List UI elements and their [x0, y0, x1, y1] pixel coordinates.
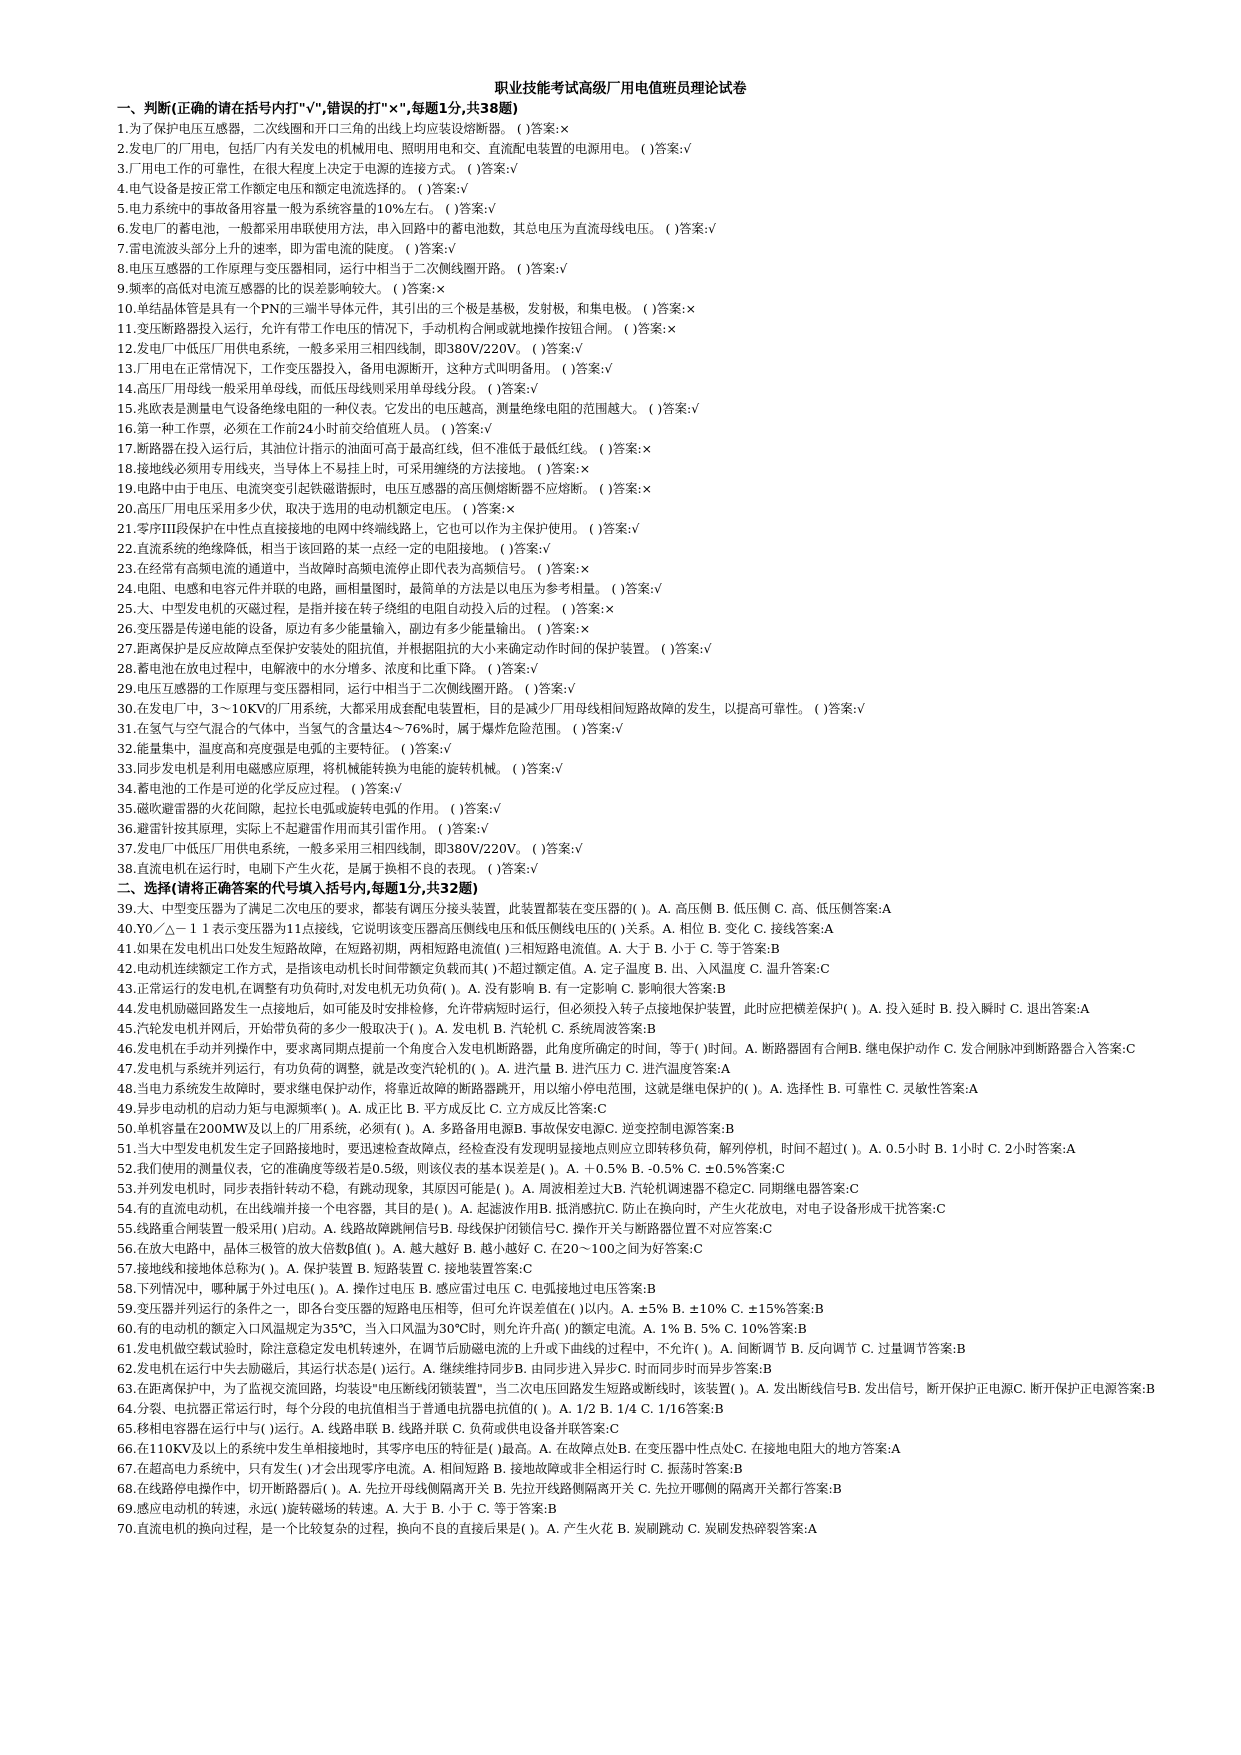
judgment-question: 20.高压厂用电压采用多少伏，取决于选用的电动机额定电压。 ( )答案:× [117, 501, 516, 516]
choice-question: 60.有的电动机的额定入口风温规定为35℃，当入口风温为30℃时，则允许升高( )的额定电流。A. 1% B. 5% C. 10%答案:B [117, 1321, 807, 1336]
choice-question: 42.电动机连续额定工作方式，是指该电动机长时间带额定负载而其( )不超过额定值。A. 定子温度 B. 出、入风温度 C. 温升答案:C [117, 961, 830, 976]
judgment-question: 11.变压断路器投入运行，允许有带工作电压的情况下，手动机构合闸或就地操作按钮合闸。 ( )答案:× [117, 321, 677, 336]
choice-question: 66.在110KV及以上的系统中发生单相接地时，其零序电压的特征是( )最高。A. 在故障点处B. 在变压器中性点处C. 在接地电阻大的地方答案:A [117, 1441, 901, 1456]
judgment-question: 10.单结晶体管是具有一个PN的三端半导体元件，其引出的三个极是基极，发射极，和集电极。 ( )答案:× [117, 301, 697, 316]
judgment-question: 35.磁吹避雷器的火花间隙，起拉长电弧或旋转电弧的作用。 ( )答案:√ [117, 801, 501, 816]
choice-question: 46.发电机在手动并列操作中，要求离同期点提前一个角度合入发电机断路器，此角度所确定的时间，等于( )时间。A. 断路器固有合闸B. 继电保护动作 C. 发合闸脉冲到断路器合入答案:C [117, 1041, 1136, 1056]
choice-question: 39.大、中型变压器为了满足二次电压的要求，都装有调压分接头装置，此装置都装在变压器的( )。A. 高压侧 B. 低压侧 C. 高、低压侧答案:A [117, 901, 892, 916]
choice-question: 54.有的直流电动机，在出线端并接一个电容器，其目的是( )。A. 起滤波作用B. 抵消感抗C. 防止在换向时，产生火花放电，对电子设备形成干扰答案:C [117, 1201, 946, 1216]
choice-question: 55.线路重合闸装置一般采用( )启动。A. 线路故障跳闸信号B. 母线保护闭锁信号C. 操作开关与断路器位置不对应答案:C [117, 1221, 773, 1236]
judgment-question: 28.蓄电池在放电过程中，电解液中的水分增多、浓度和比重下降。 ( )答案:√ [117, 661, 539, 676]
judgment-question: 8.电压互感器的工作原理与变压器相同，运行中相当于二次侧线圈开路。 ( )答案:√ [117, 261, 568, 276]
judgment-question: 16.第一种工作票，必须在工作前24小时前交给值班人员。 ( )答案:√ [117, 421, 492, 436]
judgment-question: 18.接地线必须用专用线夹，当导体上不易挂上时，可采用缠绕的方法接地。 ( )答案:× [117, 461, 591, 476]
choice-question: 57.接地线和接地体总称为( )。A. 保护装置 B. 短路装置 C. 接地装置答案:C [117, 1261, 533, 1276]
judgment-question: 5.电力系统中的事故备用容量一般为系统容量的10%左右。 ( )答案:√ [117, 201, 496, 216]
judgment-question: 15.兆欧表是测量电气设备绝缘电阻的一种仪表。它发出的电压越高，测量绝缘电阻的范围越大。 ( )答案:√ [117, 401, 700, 416]
section-heading-choice: 二、选择(请将正确答案的代号填入括号内,每题1分,共32题) [117, 881, 479, 897]
judgment-question: 37.发电厂中低压厂用供电系统，一般多采用三相四线制，即380V/220V。 ( )答案:√ [117, 841, 583, 856]
judgment-question: 34.蓄电池的工作是可逆的化学反应过程。 ( )答案:√ [117, 781, 402, 796]
judgment-questions [117, 119, 1177, 879]
judgment-question: 21.零序III段保护在中性点直接接地的电网中终端线路上，它也可以作为主保护使用。 ( )答案:√ [117, 521, 640, 536]
choice-question: 68.在线路停电操作中，切开断路器后( )。A. 先拉开母线侧隔离开关 B. 先拉开线路侧隔离开关 C. 先拉开哪侧的隔离开关都行答案:B [117, 1481, 842, 1496]
choice-question: 53.并列发电机时，同步表指针转动不稳，有跳动现象，其原因可能是( )。A. 周波相差过大B. 汽轮机调速器不稳定C. 同期继电器答案:C [117, 1181, 860, 1196]
choice-question: 56.在放大电路中，晶体三极管的放大倍数β值( )。A. 越大越好 B. 越小越好 C. 在20～100之间为好答案:C [117, 1241, 703, 1256]
judgment-question: 32.能量集中，温度高和亮度强是电弧的主要特征。 ( )答案:√ [117, 741, 452, 756]
page-title: 职业技能考试高级厂用电值班员理论试卷 [494, 81, 747, 97]
choice-question: 52.我们使用的测量仪表，它的准确度等级若是0.5级，则该仪表的基本误差是( )。A. ＋0.5% B. -0.5% C. ±0.5%答案:C [117, 1161, 785, 1176]
judgment-question: 29.电压互感器的工作原理与变压器相同，运行中相当于二次侧线圈开路。 ( )答案:√ [117, 681, 576, 696]
choice-question: 40.Y0／△－１１表示变压器为11点接线，它说明该变压器高压侧线电压和低压侧线电压的( )关系。A. 相位 B. 变化 C. 接线答案:A [117, 921, 834, 936]
judgment-question: 3.厂用电工作的可靠性，在很大程度上决定于电源的连接方式。 ( )答案:√ [117, 161, 518, 176]
choice-question: 69.感应电动机的转速，永远( )旋转磁场的转速。A. 大于 B. 小于 C. 等于答案:B [117, 1501, 557, 1516]
judgment-question: 9.频率的高低对电流互感器的比的误差影响较大。 ( )答案:× [117, 281, 446, 296]
judgment-question: 24.电阻、电感和电容元件并联的电路，画相量图时，最简单的方法是以电压为参考相量。 ( )答案:√ [117, 581, 662, 596]
judgment-question: 31.在氢气与空气混合的气体中，当氢气的含量达4～76%时，属于爆炸危险范围。 ( )答案:√ [117, 721, 624, 736]
section-heading-judgment: 一、判断(正确的请在括号内打"√",错误的打"×",每题1分,共38题) [117, 101, 519, 117]
judgment-question: 2.发电厂的厂用电，包括厂内有关发电的机械用电、照明用电和交、直流配电装置的电源用电。 ( )答案:√ [117, 141, 692, 156]
judgment-question: 33.同步发电机是利用电磁感应原理，将机械能转换为电能的旋转机械。 ( )答案:√ [117, 761, 563, 776]
choice-question: 43.正常运行的发电机,在调整有功负荷时,对发电机无功负荷( )。A. 没有影响 B. 有一定影响 C. 影响很大答案:B [117, 981, 726, 996]
judgment-question: 13.厂用电在正常情况下，工作变压器投入，备用电源断开，这种方式叫明备用。 ( )答案:√ [117, 361, 613, 376]
judgment-question: 4.电气设备是按正常工作额定电压和额定电流选择的。 ( )答案:√ [117, 181, 469, 196]
choice-question: 62.发电机在运行中失去励磁后，其运行状态是( )运行。A. 继续维持同步B. 由同步进入异步C. 时而同步时而异步答案:B [117, 1361, 772, 1376]
judgment-question: 23.在经常有高频电流的通道中，当故障时高频电流停止即代表为高频信号。 ( )答案:× [117, 561, 591, 576]
judgment-question: 14.高压厂用母线一般采用单母线，而低压母线则采用单母线分段。 ( )答案:√ [117, 381, 539, 396]
choice-question: 50.单机容量在200MW及以上的厂用系统，必须有( )。A. 多路备用电源B. 事故保安电源C. 逆变控制电源答案:B [117, 1121, 735, 1136]
judgment-question: 12.发电厂中低压厂用供电系统，一般多采用三相四线制，即380V/220V。 ( )答案:√ [117, 341, 583, 356]
judgment-question: 6.发电厂的蓄电池，一般都采用串联使用方法，串入回路中的蓄电池数，其总电压为直流母线电压。 ( )答案:√ [117, 221, 717, 236]
judgment-question: 38.直流电机在运行时，电刷下产生火花，是属于换相不良的表现。 ( )答案:√ [117, 861, 539, 876]
choice-question: 63.在距离保护中，为了监视交流回路，均装设"电压断线闭锁装置"，当二次电压回路发生短路或断线时，该装置( )。A. 发出断线信号B. 发出信号，断开保护正电源C. 断开保护正电源答案:B [117, 1381, 1156, 1396]
choice-question: 59.变压器并列运行的条件之一，即各台变压器的短路电压相等，但可允许误差值在( )以内。A. ±5% B. ±10% C. ±15%答案:B [117, 1301, 824, 1316]
choice-question: 45.汽轮发电机并网后，开始带负荷的多少一般取决于( )。A. 发电机 B. 汽轮机 C. 系统周波答案:B [117, 1021, 656, 1036]
choice-question: 47.发电机与系统并列运行，有功负荷的调整，就是改变汽轮机的( )。A. 进汽量 B. 进汽压力 C. 进汽温度答案:A [117, 1061, 731, 1076]
judgment-question: 1.为了保护电压互感器，二次线圈和开口三角的出线上均应装设熔断器。 ( )答案:× [117, 121, 570, 136]
judgment-question: 36.避雷针按其原理，实际上不起避雷作用而其引雷作用。 ( )答案:√ [117, 821, 489, 836]
judgment-question: 7.雷电流波头部分上升的速率，即为雷电流的陡度。 ( )答案:√ [117, 241, 456, 256]
choice-question: 67.在超高电力系统中，只有发生( )才会出现零序电流。A. 相间短路 B. 接地故障或非全相运行时 C. 振荡时答案:B [117, 1461, 743, 1476]
exam-content [117, 99, 1177, 1539]
choice-question: 58.下列情况中，哪种属于外过电压( )。A. 操作过电压 B. 感应雷过电压 C. 电弧接地过电压答案:B [117, 1281, 656, 1296]
judgment-question: 26.变压器是传递电能的设备，原边有多少能量输入，副边有多少能量输出。 ( )答案:× [117, 621, 591, 636]
judgment-question: 27.距离保护是反应故障点至保护安装处的阻抗值，并根据阻抗的大小来确定动作时间的保护装置。 ( )答案:√ [117, 641, 712, 656]
choice-question: 49.异步电动机的启动力矩与电源频率( )。A. 成正比 B. 平方成反比 C. 立方成反比答案:C [117, 1101, 607, 1116]
choice-question: 64.分裂、电抗器正常运行时，每个分段的电抗值相当于普通电抗器电抗值的( )。A. 1/2 B. 1/4 C. 1/16答案:B [117, 1401, 724, 1416]
judgment-question: 25.大、中型发电机的灭磁过程，是指并接在转子绕组的电阻自动投入后的过程。 ( )答案:× [117, 601, 615, 616]
choice-question: 70.直流电机的换向过程，是一个比较复杂的过程，换向不良的直接后果是( )。A. 产生火花 B. 炭刷跳动 C. 炭刷发热碎裂答案:A [117, 1521, 817, 1536]
choice-question: 65.移相电容器在运行中与( )运行。A. 线路串联 B. 线路并联 C. 负荷或供电设备并联答案:C [117, 1421, 620, 1436]
judgment-question: 17.断路器在投入运行后，其油位计指示的油面可高于最高红线，但不准低于最低红线。 ( )答案:× [117, 441, 653, 456]
choice-question: 61.发电机做空载试验时，除注意稳定发电机转速外，在调节后励磁电流的上升或下曲线的过程中，不允许( )。A. 间断调节 B. 反向调节 C. 过量调节答案:B [117, 1341, 966, 1356]
choice-question: 48.当电力系统发生故障时，要求继电保护动作，将靠近故障的断路器跳开，用以缩小停电范围，这就是继电保护的( )。A. 选择性 B. 可靠性 C. 灵敏性答案:A [117, 1081, 978, 1096]
choice-question: 41.如果在发电机出口处发生短路故障，在短路初期，两相短路电流值( )三相短路电流值。A. 大于 B. 小于 C. 等于答案:B [117, 941, 780, 956]
choice-question: 44.发电机励磁回路发生一点接地后，如可能及时安排检修，允许带病短时运行，但必须投入转子点接地保护装置，此时应把横差保护( )。A. 投入延时 B. 投入瞬时 C. 退出答案:A [117, 1001, 1090, 1016]
choice-question: 51.当大中型发电机发生定子回路接地时，要迅速检查故障点，经检查没有发现明显接地点则应立即转移负荷，解列停机，时间不超过( )。A. 0.5小时 B. 1小时 C. 2小时答案:A [117, 1141, 1076, 1156]
choice-questions [117, 899, 1177, 1539]
judgment-question: 19.电路中由于电压、电流突变引起铁磁谐振时，电压互感器的高压侧熔断器不应熔断。 ( )答案:× [117, 481, 653, 496]
judgment-question: 22.直流系统的绝缘降低，相当于该回路的某一点经一定的电阻接地。 ( )答案:√ [117, 541, 551, 556]
judgment-question: 30.在发电厂中，3～10KV的厂用系统，大都采用成套配电装置柜，目的是减少厂用母线相间短路故障的发生，以提高可靠性。 ( )答案:√ [117, 701, 865, 716]
